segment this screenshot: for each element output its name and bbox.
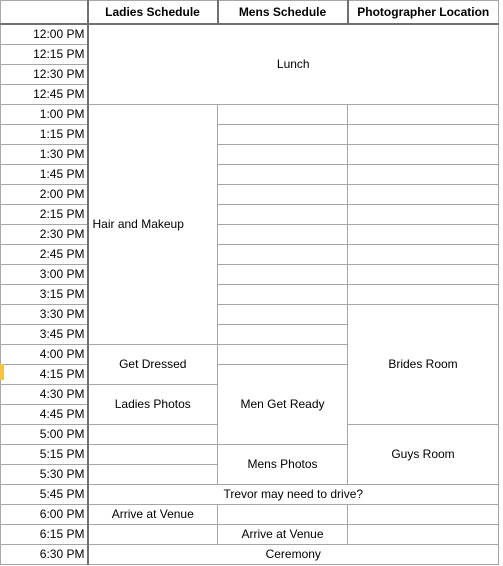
photographer-cell[interactable]: [348, 525, 499, 545]
time-cell[interactable]: 12:15 PM: [1, 45, 88, 65]
table-row: [1, 165, 499, 185]
mens-photos-cell[interactable]: Mens Photos: [218, 445, 348, 485]
time-cell[interactable]: 12:30 PM: [1, 65, 88, 85]
mens-cell[interactable]: [218, 225, 348, 245]
men-get-ready-cell[interactable]: Men Get Ready: [218, 365, 348, 445]
mens-cell[interactable]: [218, 165, 348, 185]
photographer-cell[interactable]: [348, 505, 499, 525]
time-cell[interactable]: 6:15 PM: [1, 525, 88, 545]
header-corner-cell[interactable]: [1, 1, 88, 25]
header-mens-schedule[interactable]: Mens Schedule: [218, 1, 348, 25]
table-row: [1, 105, 499, 125]
table-row: [1, 125, 499, 145]
time-cell[interactable]: 1:30 PM: [1, 145, 88, 165]
ladies-cell[interactable]: [88, 525, 218, 545]
mens-cell[interactable]: [218, 125, 348, 145]
table-row: [1, 245, 499, 265]
table-row: [1, 285, 499, 305]
time-cell[interactable]: 2:15 PM: [1, 205, 88, 225]
photographer-cell[interactable]: [348, 205, 499, 225]
photographer-cell[interactable]: [348, 285, 499, 305]
mens-cell[interactable]: [218, 505, 348, 525]
table-row: [1, 24, 499, 45]
time-cell[interactable]: 5:15 PM: [1, 445, 88, 465]
photographer-cell[interactable]: [348, 125, 499, 145]
table-row: [1, 185, 499, 205]
lunch-cell[interactable]: Lunch: [88, 24, 499, 105]
header-ladies-schedule[interactable]: Ladies Schedule: [88, 1, 218, 25]
table-row: [1, 545, 499, 565]
table-row: [1, 305, 499, 325]
table-row: [1, 485, 499, 505]
mens-cell[interactable]: [218, 325, 348, 345]
mens-cell[interactable]: [218, 245, 348, 265]
header-photographer-location[interactable]: Photographer Location: [348, 1, 499, 25]
photographer-cell[interactable]: [348, 145, 499, 165]
mens-cell[interactable]: [218, 305, 348, 325]
time-cell[interactable]: 4:15 PM: [1, 365, 88, 385]
guys-room-cell[interactable]: Guys Room: [348, 425, 499, 485]
time-cell[interactable]: 5:45 PM: [1, 485, 88, 505]
photographer-cell[interactable]: [348, 245, 499, 265]
time-cell[interactable]: 3:00 PM: [1, 265, 88, 285]
ladies-photos-cell[interactable]: Ladies Photos: [88, 385, 218, 425]
selected-row-marker: [0, 364, 4, 380]
time-cell[interactable]: 4:30 PM: [1, 385, 88, 405]
mens-cell[interactable]: [218, 205, 348, 225]
ceremony-cell[interactable]: Ceremony: [88, 545, 499, 565]
mens-cell[interactable]: [218, 185, 348, 205]
ladies-cell[interactable]: [88, 445, 218, 465]
photographer-cell[interactable]: [348, 105, 499, 125]
time-cell[interactable]: 3:45 PM: [1, 325, 88, 345]
time-cell[interactable]: 6:00 PM: [1, 505, 88, 525]
table-row: [1, 505, 499, 525]
mens-cell[interactable]: [218, 145, 348, 165]
time-cell[interactable]: 3:15 PM: [1, 285, 88, 305]
table-row: [1, 225, 499, 245]
time-cell[interactable]: 2:45 PM: [1, 245, 88, 265]
time-cell[interactable]: 12:00 PM: [1, 24, 88, 45]
mens-cell[interactable]: [218, 105, 348, 125]
time-cell[interactable]: 2:00 PM: [1, 185, 88, 205]
time-cell[interactable]: 4:45 PM: [1, 405, 88, 425]
table-row: [1, 525, 499, 545]
time-cell[interactable]: 2:30 PM: [1, 225, 88, 245]
ladies-cell[interactable]: [88, 465, 218, 485]
time-cell[interactable]: 1:45 PM: [1, 165, 88, 185]
arrive-at-venue-mens-cell[interactable]: Arrive at Venue: [218, 525, 348, 545]
trevor-note-cell[interactable]: Trevor may need to drive?: [88, 485, 499, 505]
photographer-cell[interactable]: [348, 185, 499, 205]
table-row: [1, 145, 499, 165]
time-cell[interactable]: 4:00 PM: [1, 345, 88, 365]
arrive-at-venue-ladies-cell[interactable]: Arrive at Venue: [88, 505, 218, 525]
time-cell[interactable]: 1:00 PM: [1, 105, 88, 125]
brides-room-cell[interactable]: Brides Room: [348, 305, 499, 425]
header-row: [1, 1, 499, 25]
hair-and-makeup-cell[interactable]: Hair and Makeup: [88, 105, 218, 345]
time-cell[interactable]: 5:00 PM: [1, 425, 88, 445]
ladies-cell[interactable]: [88, 425, 218, 445]
time-cell[interactable]: 12:45 PM: [1, 85, 88, 105]
photographer-cell[interactable]: [348, 265, 499, 285]
time-cell[interactable]: 3:30 PM: [1, 305, 88, 325]
photographer-cell[interactable]: [348, 225, 499, 245]
mens-cell[interactable]: [218, 265, 348, 285]
time-cell[interactable]: 5:30 PM: [1, 465, 88, 485]
mens-cell[interactable]: [218, 345, 348, 365]
time-cell[interactable]: 6:30 PM: [1, 545, 88, 565]
mens-cell[interactable]: [218, 285, 348, 305]
table-row: [1, 265, 499, 285]
table-row: [1, 205, 499, 225]
get-dressed-cell[interactable]: Get Dressed: [88, 345, 218, 385]
time-cell[interactable]: 1:15 PM: [1, 125, 88, 145]
photographer-cell[interactable]: [348, 165, 499, 185]
